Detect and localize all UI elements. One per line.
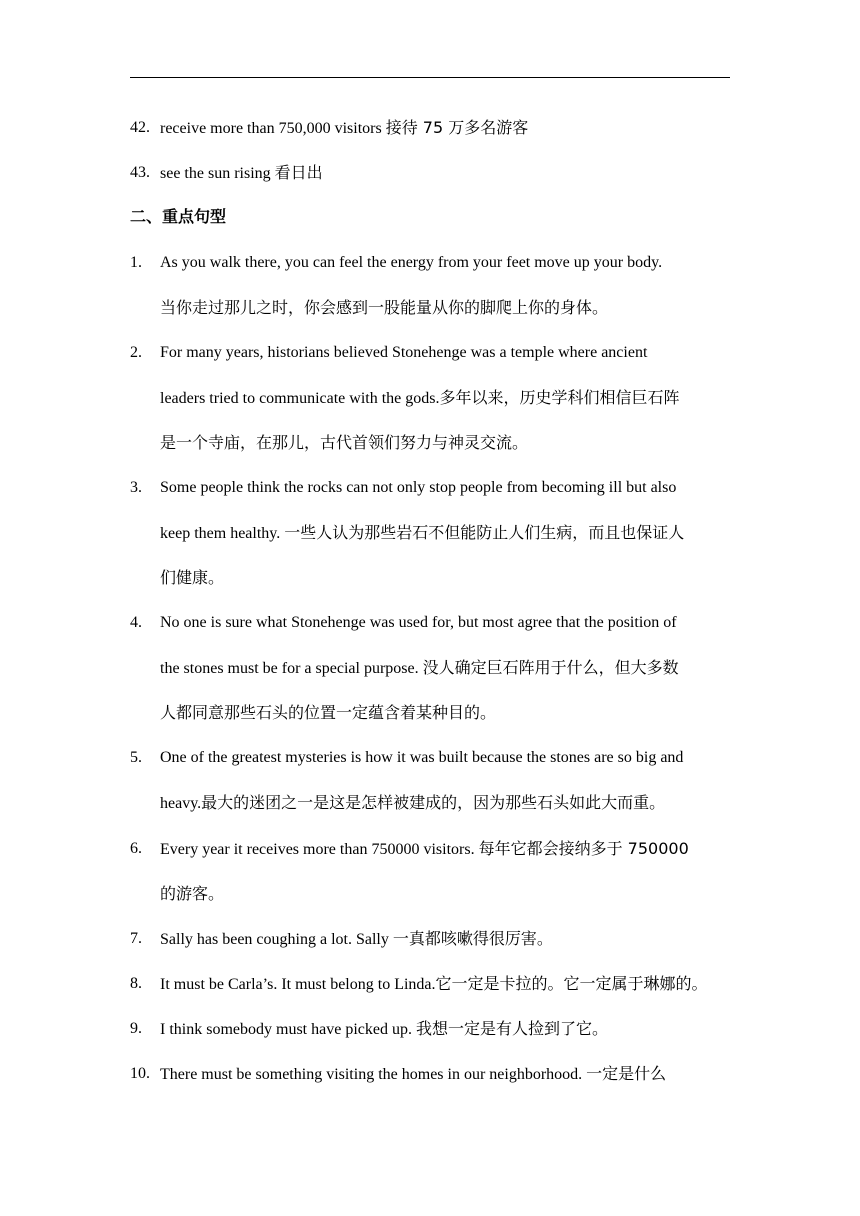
item-english: Sally has been coughing a lot. Sally bbox=[160, 931, 393, 948]
item-english: No one is sure what Stonehenge was used for, but most agree that the position of bbox=[160, 614, 677, 631]
item-english: heavy. bbox=[160, 795, 202, 812]
item-number: 3. bbox=[130, 479, 142, 496]
item-number: 43. bbox=[130, 164, 150, 181]
item-english: keep them healthy. bbox=[160, 525, 285, 542]
item-chinese: 人都同意那些石头的位置一定蕴含着某种目的。 bbox=[160, 703, 497, 722]
item-english: For many years, historians believed Stonehenge was a temple where ancient bbox=[160, 344, 648, 361]
item-number: 10. bbox=[130, 1065, 150, 1082]
continuation-line bbox=[160, 387, 680, 410]
item-chinese: 它一定是卡拉的。它一定属于琳娜的。 bbox=[435, 974, 708, 993]
item-chinese: 接待 75 万多名游客 bbox=[385, 118, 529, 137]
item-number: 8. bbox=[130, 975, 142, 992]
item-english: It must be Carla’s. It must belong to Linda. bbox=[160, 976, 436, 993]
item-chinese: 一真都咳嗽得很厉害。 bbox=[392, 929, 553, 948]
item-chinese: 我想一定是有人捡到了它。 bbox=[415, 1019, 608, 1038]
item-chinese: 看日出 bbox=[274, 163, 323, 182]
item-number: 1. bbox=[130, 254, 142, 271]
header-rule bbox=[130, 77, 730, 78]
item-number: 4. bbox=[130, 614, 142, 631]
item-chinese: 当你走过那儿之时，你会感到一股能量从你的脚爬上你的身体。 bbox=[160, 298, 609, 317]
item-chinese: 一定是什么 bbox=[586, 1064, 667, 1083]
item-english: As you walk there, you can feel the energy from your feet move up your body. bbox=[160, 254, 663, 271]
continuation-line bbox=[160, 522, 684, 545]
item-chinese: 一些人认为那些岩石不但能防止人们生病，而且也保证人 bbox=[284, 523, 685, 542]
item-chinese: 多年以来，历史学科们相信巨石阵 bbox=[439, 388, 680, 407]
item-number: 6. bbox=[130, 840, 142, 857]
item-chinese: 的游客。 bbox=[160, 884, 225, 903]
continuation-line bbox=[160, 657, 679, 680]
item-english: the stones must be for a special purpose. bbox=[160, 660, 423, 677]
item-english: One of the greatest mysteries is how it was built because the stones are so big and bbox=[160, 749, 684, 766]
item-english: I think somebody must have picked up. bbox=[160, 1021, 416, 1038]
item-number: 5. bbox=[130, 749, 142, 766]
item-number: 7. bbox=[130, 930, 142, 947]
item-chinese: 们健康。 bbox=[160, 568, 225, 587]
item-chinese: 最大的迷团之一是这是怎样被建成的，因为那些石头如此大而重。 bbox=[201, 793, 666, 812]
item-number: 2. bbox=[130, 344, 142, 361]
item-english: leaders tried to communicate with the gods. bbox=[160, 390, 440, 407]
item-english: receive more than 750,000 visitors bbox=[160, 120, 382, 137]
item-english: see the sun rising bbox=[160, 165, 271, 182]
item-chinese: 没人确定巨石阵用于什么，但大多数 bbox=[422, 658, 679, 677]
continuation-line bbox=[160, 792, 665, 815]
item-chinese: 是一个寺庙，在那儿，古代首领们努力与神灵交流。 bbox=[160, 433, 529, 452]
item-english: Every year it receives more than 750000 visitors. bbox=[160, 841, 479, 858]
item-english: There must be something visiting the homes in our neighborhood. bbox=[160, 1066, 587, 1083]
item-number: 42. bbox=[130, 119, 150, 136]
item-english: Some people think the rocks can not only stop people from becoming ill but also bbox=[160, 479, 677, 496]
item-number: 9. bbox=[130, 1020, 142, 1037]
section-heading: 二、重点句型 bbox=[130, 207, 227, 226]
item-chinese: 每年它都会接纳多于 750000 bbox=[478, 839, 689, 858]
